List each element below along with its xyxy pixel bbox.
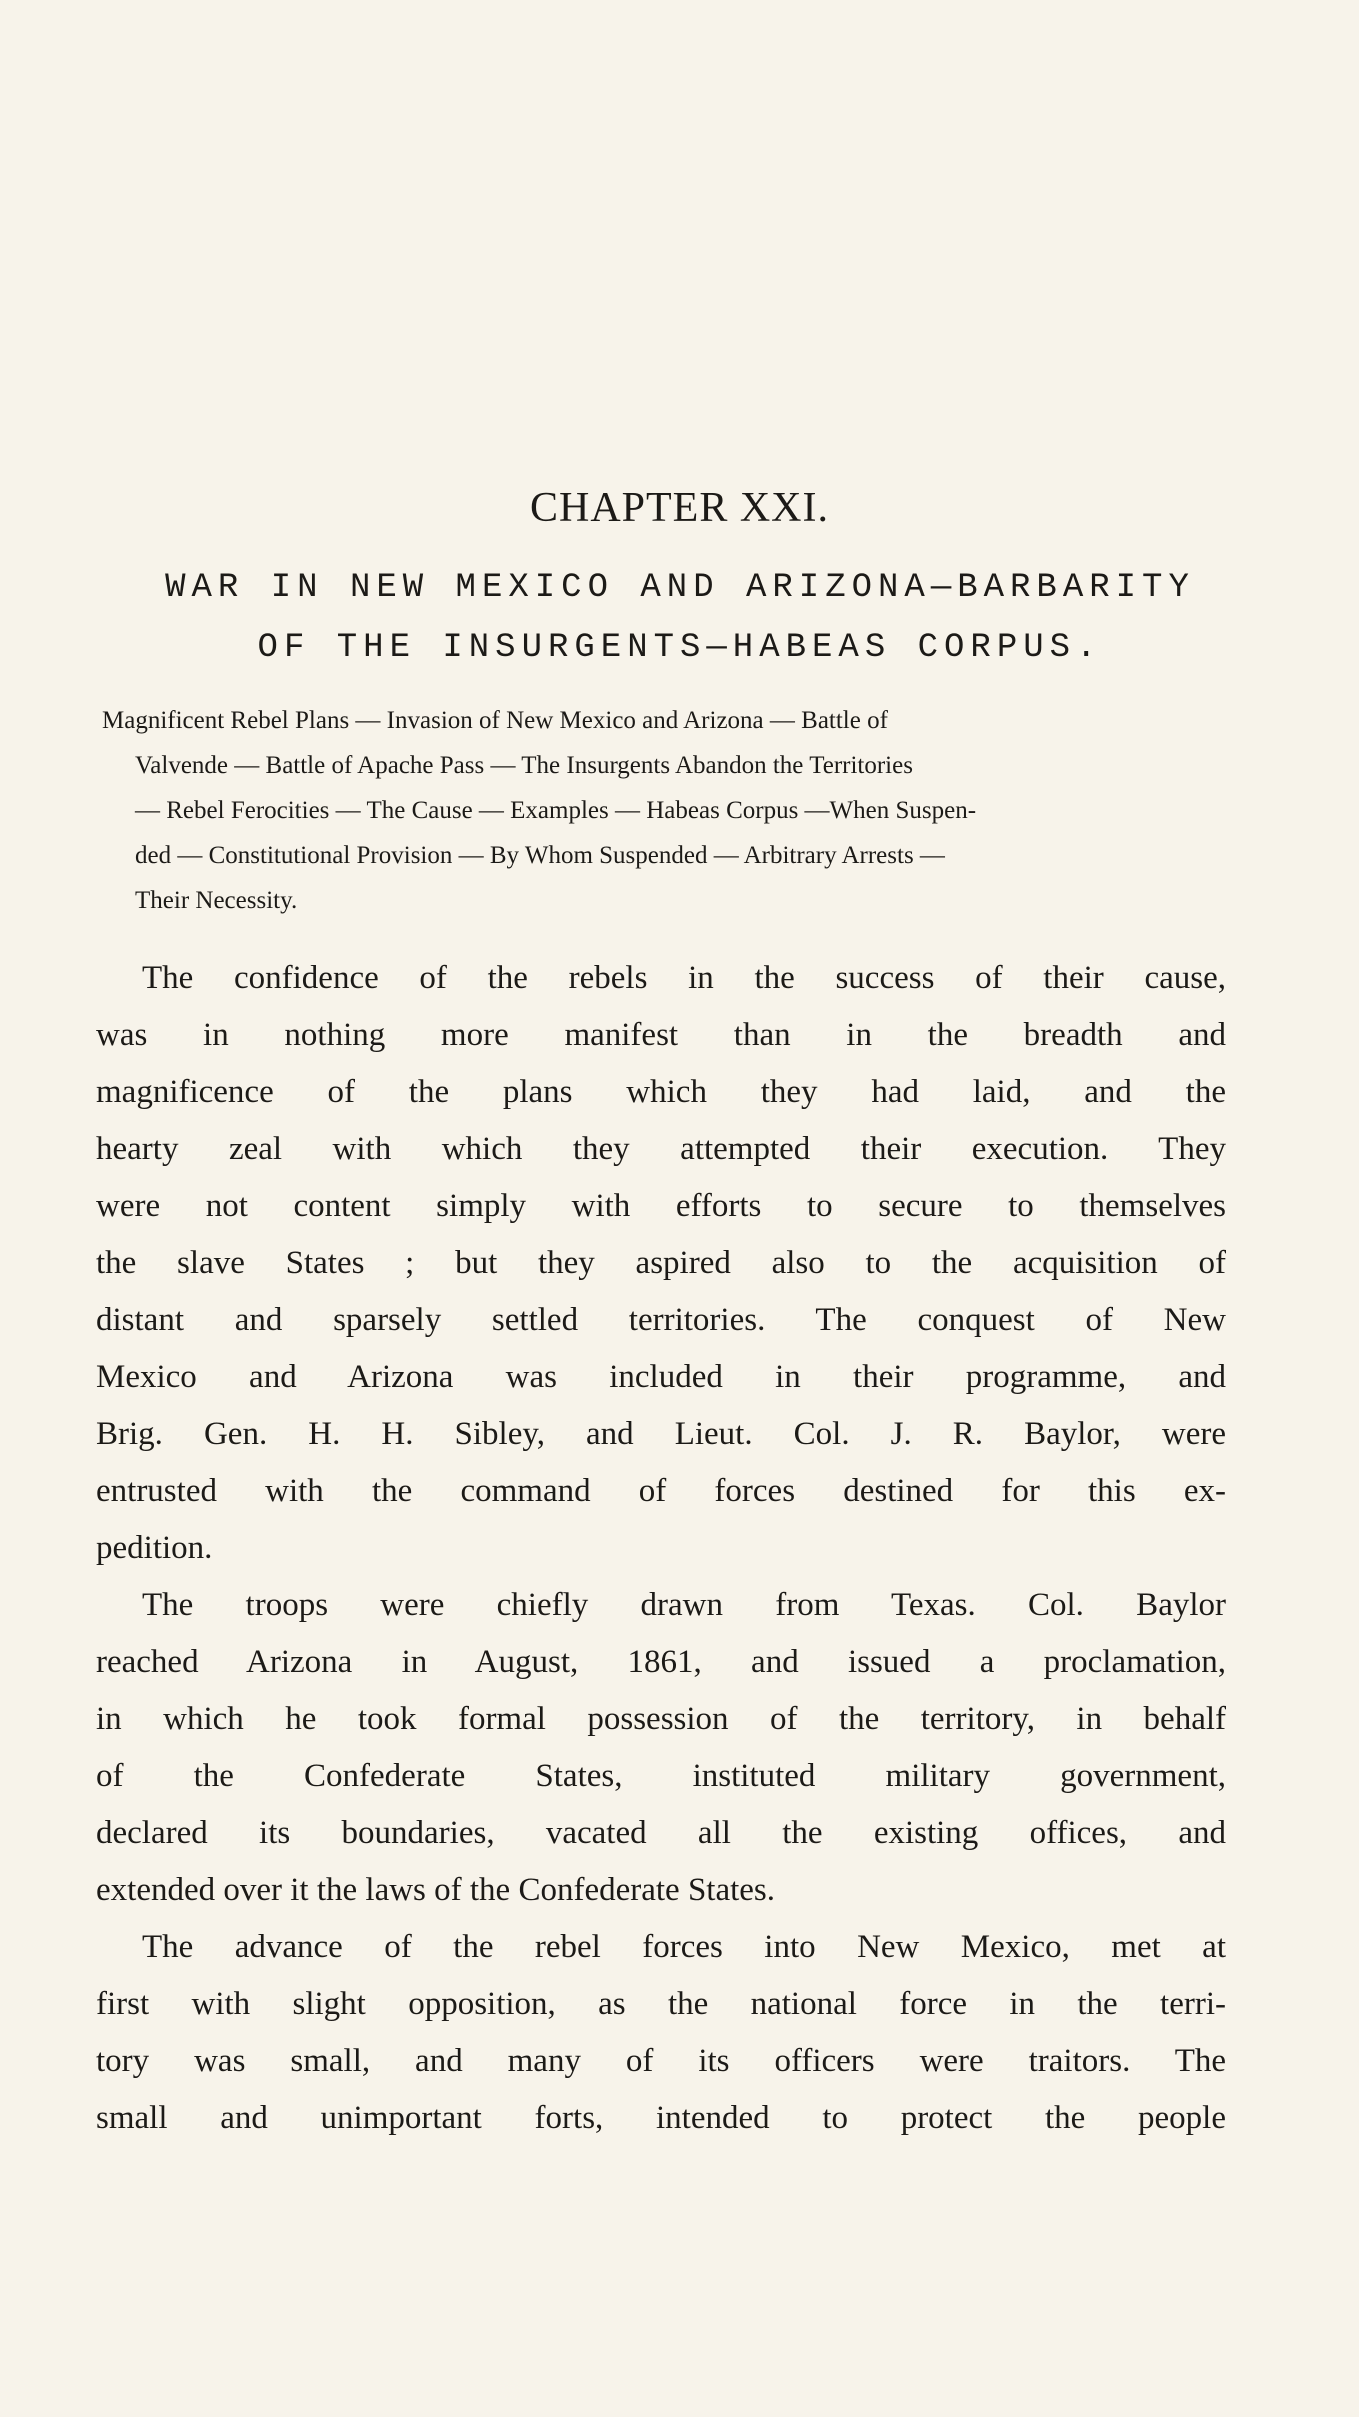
text-line: reached Arizona in August, 1861, and issued a proclamation, xyxy=(96,1644,1226,1680)
text-line: tory was small, and many of its officers were traitors. The xyxy=(96,2043,1226,2079)
text-line: was in nothing more manifest than in the breadth and xyxy=(96,1017,1226,1053)
chapter-title xyxy=(80,558,1280,678)
synopsis-line: Magnificent Rebel Plans — Invasion of New Mexico and Arizona — Battle of xyxy=(102,707,888,734)
chapter-synopsis xyxy=(102,698,1227,923)
text-line: The troops were chiefly drawn from Texas. Col. Baylor xyxy=(142,1587,1226,1623)
text-line: of the Confederate States, instituted military government, xyxy=(96,1758,1226,1794)
text-line: The confidence of the rebels in the success of their cause, xyxy=(142,960,1226,996)
text-line: in which he took formal possession of the territory, in behalf xyxy=(96,1701,1226,1737)
body-text xyxy=(96,950,1226,2147)
chapter-title-line-2: OF THE INSURGENTS—HABEAS CORPUS. xyxy=(257,629,1103,667)
text-line: pedition. xyxy=(96,1530,213,1566)
text-line: first with slight opposition, as the national force in the terri- xyxy=(96,1986,1226,2022)
synopsis-line: ded — Constitutional Provision — By Whom Suspended — Arbitrary Arrests — xyxy=(135,842,945,869)
synopsis-line: Their Necessity. xyxy=(135,887,298,914)
text-line: The advance of the rebel forces into New Mexico, met at xyxy=(142,1929,1226,1965)
text-line: entrusted with the command of forces destined for this ex- xyxy=(96,1473,1226,1509)
text-line: extended over it the laws of the Confederate States. xyxy=(96,1872,776,1908)
text-line: declared its boundaries, vacated all the existing offices, and xyxy=(96,1815,1226,1851)
paragraph xyxy=(96,1919,1226,2147)
text-line: Mexico and Arizona was included in their programme, and xyxy=(96,1359,1226,1395)
chapter-title-line-1: WAR IN NEW MEXICO AND ARIZONA—BARBARITY xyxy=(165,569,1195,607)
text-line: Brig. Gen. H. H. Sibley, and Lieut. Col. J. R. Baylor, were xyxy=(96,1416,1226,1452)
synopsis-line: — Rebel Ferocities — The Cause — Examples — Habeas Corpus —When Suspen- xyxy=(135,797,977,824)
text-line: magnificence of the plans which they had laid, and the xyxy=(96,1074,1226,1110)
text-line: hearty zeal with which they attempted their execution. They xyxy=(96,1131,1226,1167)
chapter-number: CHAPTER XXI. xyxy=(529,485,829,531)
text-line: the slave States ; but they aspired also to the acquisition of xyxy=(96,1245,1226,1281)
paragraph xyxy=(96,950,1226,1577)
paragraph xyxy=(96,1577,1226,1919)
text-line: small and unimportant forts, intended to protect the people xyxy=(96,2100,1226,2136)
synopsis-line: Valvende — Battle of Apache Pass — The Insurgents Abandon the Territories xyxy=(135,752,913,779)
text-line: distant and sparsely settled territories. The conquest of New xyxy=(96,1302,1226,1338)
text-line: were not content simply with efforts to secure to themselves xyxy=(96,1188,1226,1224)
